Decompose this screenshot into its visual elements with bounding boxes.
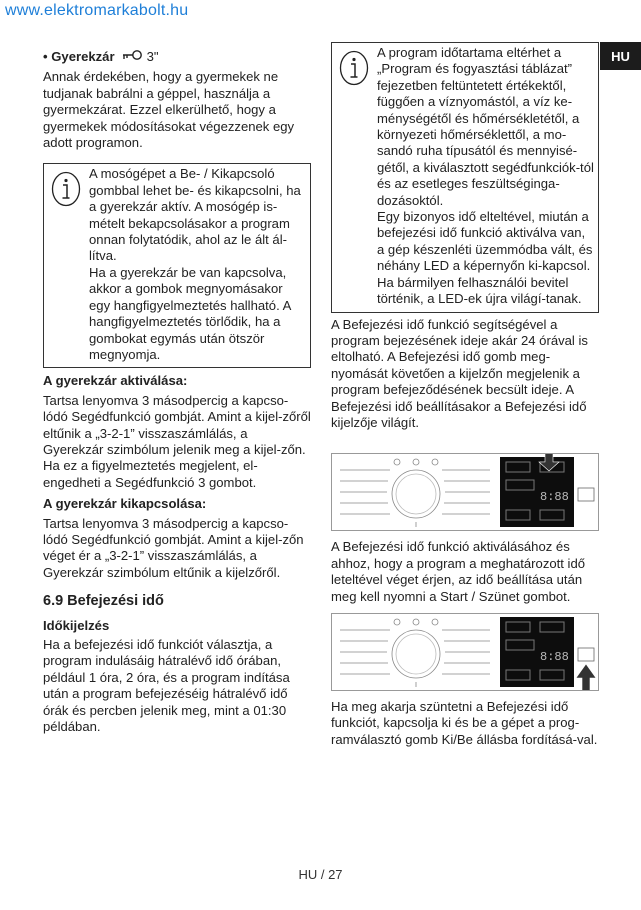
language-tab: HU [600,42,641,70]
key-icon [121,49,143,65]
control-panel-illustration [332,614,600,690]
info-note-child-lock [43,163,311,368]
info-icon [339,50,369,90]
control-panel-diagram-2 [331,613,599,691]
time-display-text: Ha a befejezési idő funkciót választja, a program indulásáig hátralévő idő órában, például 1 óra, 2 óra, és a program indítása után a program befejezéséig hátralévő idő órák és percben jelenik meg, mint a 01:30 példában. [43,637,290,735]
right-column [331,42,599,748]
note-paragraph: Ha a gyerekzár be van kapcsolva, akkor a gombok megnyomásakor egy hangfigyelmeztetés hallható. A hangfigyelmeztetés törlődik, ha a gombokat egymás után ötször megnyomja. [89,264,291,362]
activate-end-time-text: A Befejezési idő funkció aktiválásához és ahhoz, hogy a program a meghatározott idő leteltével véget érjen, az idő beállítása után meg kell nyomni a Start / Szünet gombot. [331,539,586,604]
deactivate-text: Tartsa lenyomva 3 másodpercig a kapcso-lódó Segédfunkció gombját. Amint a kijel-zőn véget ér a „3-2-1” visszaszámlálás, a Gyerekzár szimbólum eltűnik a kijelzőről. [43,515,304,580]
child-lock-seconds: 3" [146,49,159,64]
child-lock-heading [43,49,311,65]
arrow-up-icon [576,664,596,690]
note-paragraph: Egy bizonyos idő elteltével, miután a befejezési idő funkció aktiválva van, a gép készenléti üzemmódba vált, és néhány LED a képernyőn ki-kapcsol. Ha bármilyen felhasználói bevitel történik, a LED-ek újra világí-tanak. [377,209,593,307]
info-note-duration [331,42,599,313]
display-digits: 8:88 [540,649,569,664]
display-digits: 8:88 [540,490,569,505]
control-panel-diagram-1 [331,453,599,531]
time-display-heading: Időkijelzés [43,617,110,633]
control-panel-illustration [332,454,600,530]
watermark-url: www.elektromarkabolt.hu [5,2,189,19]
info-icon [51,171,81,211]
page-number: HU / 27 [298,867,343,882]
cancel-end-time-text: Ha meg akarja szüntetni a Befejezési idő funkciót, kapcsolja ki és be a gépet a prog-ramválasztó gomb Ki/Be állásba fordításá-val. [331,698,598,747]
section-title: 6.9 Befejezési idő [43,593,164,610]
child-lock-intro: Annak érdekében, hogy a gyermekek ne tudjanak babrálni a géppel, használja a gyermekzárat. Ezzel elkerülhető, hogy a gyermekek módosításokat végezzenek egy adott programon. [43,69,295,151]
left-column [43,49,311,735]
end-time-intro: A Befejezési idő funkció segítségével a program bejezésének ideje akár 24 órával is eltolható. A Befejezési idő gomb meg-nyomását követően a kijelzőn megjelenik a program befejeződésének becsült ideje. A Befejezési idő beállításakor a Befejezési idő kijelzője világít. [331,316,588,430]
note-paragraph: A program időtartama eltérhet a „Program és fogyasztási táblázat” fejezetben feltüntetett értékektől, függően a víznyomástól, a víz ke-ménységétől és hőmérsékletétől, a környezeti hőmérséklettől, a mo-sandó ruha típusától és mennyisé-gétől, a kiválasztott segédfunkciók-tól és az esetleges feszültséginga-dozásoktól. [377,45,594,208]
note-paragraph: A mosógépet a Be- / Kikapcsoló gombbal lehet be- és kikapcsolni, ha a gyerekzár aktív. A mosógép is-mételt bekapcsolásakor a program onnan folytatódik, ahol az le ált ál-lítva. [89,166,301,264]
child-lock-title: • Gyerekzár [43,49,115,64]
deactivate-heading: A gyerekzár kikapcsolása: [43,496,207,512]
activate-text: Tartsa lenyomva 3 másodpercig a kapcso-lódó Segédfunkció gombját. Amint a kijel-zőről eltűnik a „3-2-1” visszaszámlálás, a Gyerekzár szimbólum jelenik meg a kijel-zőn. Ha ez a figyelmeztetés megjelent, el-engedheti a Segédfunkció 3 gombot. [43,392,311,490]
activate-heading: A gyerekzár aktiválása: [43,373,188,389]
